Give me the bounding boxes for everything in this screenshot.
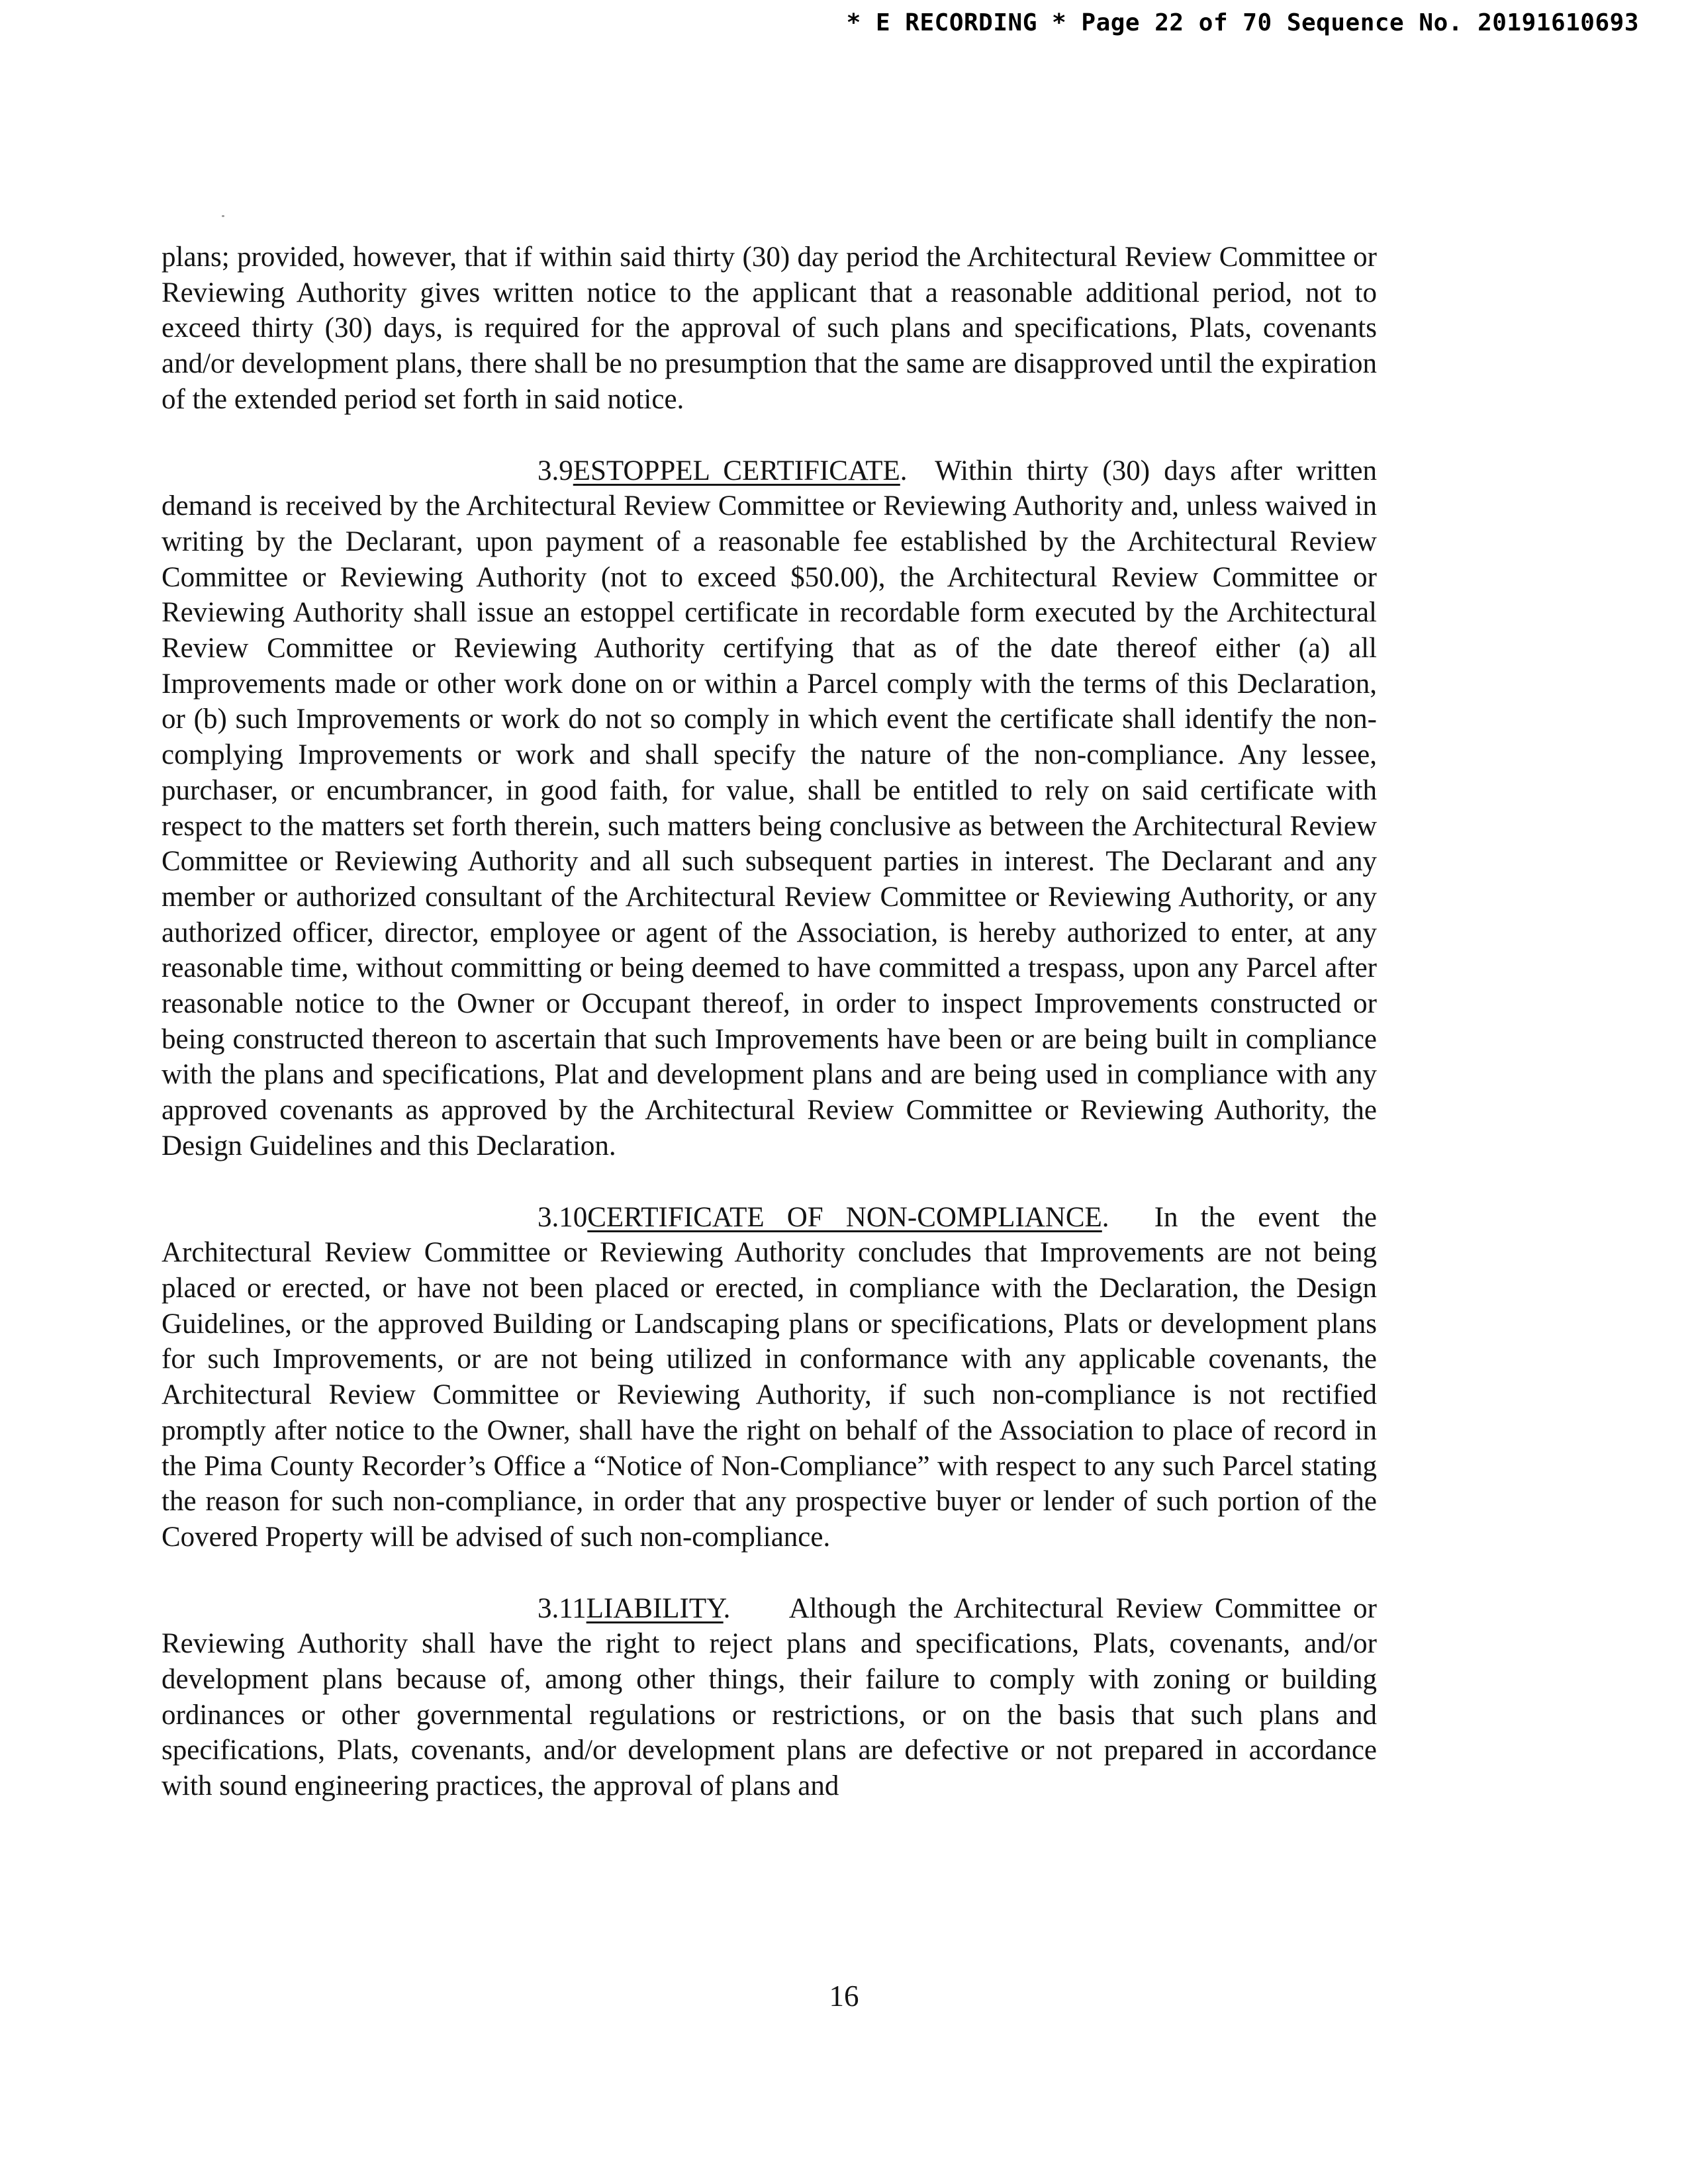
page-number: 16: [829, 1979, 859, 2013]
section-3-10: 3.10CERTIFICATE OF NON-COMPLIANCE. In the event the Architectural Review Committee or Reviewing Authority concludes that Improvements are not being placed or erected, or have not been placed or erected, in compliance with the Declaration, the Design Guidelines, or the approved Building or Landscaping plans or specifications, Plats or development plans for such Improvements, or are not being utilized in conformance with any applicable covenants, the Architectural Review Committee or Reviewing Authority, if such non-compliance is not rectified promptly after notice to the Owner, shall have the right on behalf of the Association to place of record in the Pima County Recorder’s Office a “Notice of Non-Compliance” with respect to any such Parcel stating the reason for such non-compliance, in order that any prospective buyer or lender of such portion of the Covered Property will be advised of such non-compliance.: [162, 1200, 1377, 1555]
section-number: 3.9: [538, 455, 573, 486]
section-title: ESTOPPEL CERTIFICATE: [573, 455, 900, 486]
section-text: Although the Architectural Review Committee or Reviewing Authority shall have the right to reject plans and specifications, Plats, covenants, and/or development plans because of, among other things, their failure to comply with zoning or building ordinances or other governmental regulations or restrictions, or on the basis that such plans and specifications, Plats, covenants, and/or development plans are defective or not prepared in accordance with sound engineering practices, the approval of plans and: [162, 1592, 1377, 1802]
document-body: [162, 240, 1377, 1840]
section-text: Within thirty (30) days after written demand is received by the Architectural Review Committee or Reviewing Authority and, unless waived in writing by the Declarant, upon payment of a reasonable fee established by the Architectural Review Committee or Reviewing Authority (not to exceed $50.00), the Architectural Review Committee or Reviewing Authority shall issue an estoppel certificate in recordable form executed by the Architectural Review Committee or Reviewing Authority certifying that as of the date thereof either (a) all Improvements made or other work done on or within a Parcel comply with the terms of this Declaration, or (b) such Improvements or work do not so comply in which event the certificate shall identify the non-complying Improvements or work and shall specify the nature of the non-compliance. Any lessee, purchaser, or encumbrancer, in good faith, for value, shall be entitled to rely on said certificate with respect to the matters set forth therein, such matters being conclusive as between the Architectural Review Committee or Reviewing Authority and all such subsequent parties in interest. The Declarant and any member or authorized consultant of the Architectural Review Committee or Reviewing Authority, or any authorized officer, director, employee or agent of the Association, is hereby authorized to enter, at any reasonable time, without committing or being deemed to have committed a trespass, upon any Parcel after reasonable notice to the Owner or Occupant thereof, in order to inspect Improvements constructed or being constructed thereon to ascertain that such Improvements have been or are being built in compliance with the plans and specifications, Plat and development plans and are being used in compliance with any approved covenants as approved by the Architectural Review Committee or Reviewing Authority, the Design Guidelines and this Declaration.: [162, 455, 1377, 1161]
section-title: CERTIFICATE OF NON-COMPLIANCE: [587, 1201, 1102, 1233]
scan-speck: [222, 215, 224, 217]
section-text: In the event the Architectural Review Committee or Reviewing Authority concludes that Improvements are not being placed or erected, or have not been placed or erected, in compliance with the Declaration, the Design Guidelines, or the approved Building or Landscaping plans or specifications, Plats or development plans for such Improvements, or are not being utilized in conformance with any applicable covenants, the Architectural Review Committee or Reviewing Authority, if such non-compliance is not rectified promptly after notice to the Owner, shall have the right on behalf of the Association to place of record in the Pima County Recorder’s Office a “Notice of Non-Compliance” with respect to any such Parcel stating the reason for such non-compliance, in order that any prospective buyer or lender of such portion of the Covered Property will be advised of such non-compliance.: [162, 1201, 1377, 1553]
section-3-11: 3.11LIABILITY. Although the Architectural Review Committee or Reviewing Authority shall have the right to reject plans and specifications, Plats, covenants, and/or development plans because of, among other things, their failure to comply with zoning or building ordinances or other governmental regulations or restrictions, or on the basis that such plans and specifications, Plats, covenants, and/or development plans are defective or not prepared in accordance with sound engineering practices, the approval of plans and: [162, 1591, 1377, 1804]
recording-stamp: * E RECORDING * Page 22 of 70 Sequence No. 20191610693: [846, 9, 1639, 36]
section-number: 3.10: [538, 1201, 588, 1233]
continuation-paragraph: plans; provided, however, that if within said thirty (30) day period the Architectural Review Committee or Reviewing Authority gives written notice to the applicant that a reasonable additional period, not to exceed thirty (30) days, is required for the approval of such plans and specifications, Plats, covenants and/or development plans, there shall be no presumption that the same are disapproved until the expiration of the extended period set forth in said notice.: [162, 242, 1377, 415]
section-number: 3.11: [538, 1592, 586, 1624]
section-3-9: 3.9ESTOPPEL CERTIFICATE. Within thirty (30) days after written demand is received by the Architectural Review Committee or Reviewing Authority and, unless waived in writing by the Declarant, upon payment of a reasonable fee established by the Architectural Review Committee or Reviewing Authority (not to exceed $50.00), the Architectural Review Committee or Reviewing Authority shall issue an estoppel certificate in recordable form executed by the Architectural Review Committee or Reviewing Authority certifying that as of the date thereof either (a) all Improvements made or other work done on or within a Parcel comply with the terms of this Declaration, or (b) such Improvements or work do not so comply in which event the certificate shall identify the non-complying Improvements or work and shall specify the nature of the non-compliance. Any lessee, purchaser, or encumbrancer, in good faith, for value, shall be entitled to rely on said certificate with respect to the matters set forth therein, such matters being conclusive as between the Architectural Review Committee or Reviewing Authority and all such subsequent parties in interest. The Declarant and any member or authorized consultant of the Architectural Review Committee or Reviewing Authority, or any authorized officer, director, employee or agent of the Association, is hereby authorized to enter, at any reasonable time, without committing or being deemed to have committed a trespass, upon any Parcel after reasonable notice to the Owner or Occupant thereof, in order to inspect Improvements constructed or being constructed thereon to ascertain that such Improvements have been or are being built in compliance with the plans and specifications, Plat and development plans and are being used in compliance with any approved covenants as approved by the Architectural Review Committee or Reviewing Authority, the Design Guidelines and this Declaration.: [162, 453, 1377, 1164]
section-title: LIABILITY: [586, 1592, 724, 1624]
